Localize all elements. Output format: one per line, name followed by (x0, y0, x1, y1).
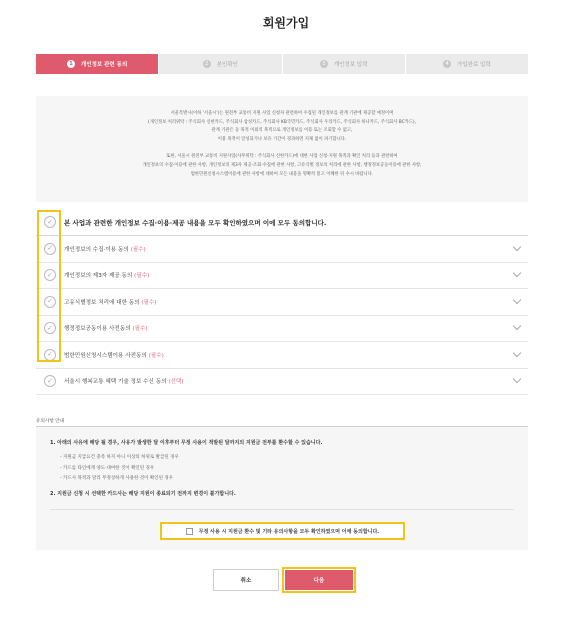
step-1 (36, 54, 159, 74)
check-circle-icon[interactable]: ✓ (44, 349, 56, 361)
agreement-item[interactable] (36, 316, 528, 343)
step-2 (159, 54, 282, 74)
page-title: 회원가입 (262, 16, 310, 30)
next-button-highlight (282, 567, 356, 593)
chevron-down-icon[interactable] (513, 349, 521, 357)
step-number: 3 (320, 60, 328, 68)
notice-item: 2. 지원금 신청 시 선택한 카드사는 해당 지원이 종료되기 전까지 변경이 불가합니다. (50, 490, 236, 497)
step-label: 본인확인 (216, 62, 238, 68)
agreement-item[interactable] (36, 369, 528, 396)
required-tag: (필수) (132, 326, 148, 333)
privacy-intro-box (36, 96, 528, 202)
step-3 (283, 54, 406, 74)
agreement-item[interactable] (36, 289, 528, 316)
agreement-item[interactable] (36, 342, 528, 369)
intro-line: 범한민원신청시스템이용에 관한 사항에 대하여 모든 내용을 명확히 읽고 이해한 뒤 수시 바랍니다. (190, 171, 374, 177)
intro-line: 관계 기관은 동 목적 이외의 목적으로 개인정보를 이용 또는 조회할 수 없고, (211, 128, 353, 134)
intro-line: 서울특별시(이하 '서울시')는 원전부 교통비 지원 사업 신청자 관련하여 수집된 개인정보를 관계 기관에 제공할 예정이며 (170, 111, 394, 116)
step-label: 개인정보 입력 (333, 62, 368, 68)
step-label: 가입완료 입력 (457, 62, 491, 68)
notice-title: 유의사항 안내 (36, 419, 65, 424)
check-circle-icon[interactable]: ✓ (44, 269, 56, 281)
signup-stepper (36, 54, 528, 74)
notice-item: 1. 아래의 사유에 해당 될 경우, 사유가 발생한 달 이후부터 무정 사용이 적발된 달까지의 지원금 전부를 환수할 수 있습니다. (50, 440, 323, 446)
chevron-down-icon[interactable] (513, 322, 521, 330)
agreement-label: 개인정보의 제3자 제공 동의 (64, 273, 133, 280)
agreement-item[interactable] (36, 263, 528, 290)
final-agree-label: 무정 사용 시 지원금 환수 및 기타 유의사항을 모두 확인하였으며 이에 동의합니다. (198, 528, 380, 535)
required-tag: (필수) (134, 273, 150, 280)
step-4 (406, 54, 528, 74)
check-circle-icon[interactable]: ✓ (44, 375, 56, 387)
chevron-down-icon[interactable] (513, 375, 521, 383)
step-number: 1 (67, 60, 75, 68)
agreement-label: 행정정보공동이용 사전동의 (64, 326, 131, 333)
step-label: 개인정보 관련 동의 (80, 62, 128, 68)
intro-line: (개인정보 처리위탁 : 주식회사 신한카드, 주식회사 삼성카드, 주식회사 KB국민카드, 주식회사 우리카드, 주식회사 하나카드, 주식회사 BC카드), (148, 119, 416, 125)
agreement-label: 개인정보의 수집·이용 동의 (64, 246, 129, 253)
check-circle-icon[interactable]: ✓ (44, 216, 56, 228)
check-circle-icon[interactable]: ✓ (44, 296, 56, 308)
agreement-label: 범한민원신청시스템이용 사전동의 (64, 352, 147, 359)
cancel-button[interactable]: 취소 (213, 569, 279, 591)
intro-line: 또한, 서울시 원전부 교통비 지원사업(사무위탁 : 주식회사 신한카드)에 대한 사업 신청·지원 목적과 확인 처리 등과 관련하여 (166, 154, 398, 160)
step-number: 2 (203, 60, 211, 68)
intro-line: 개인정보의 수집·이용에 관한 사항, 개인정보의 제3자 제공·조회·수집에 관한 사항, 고유식별 정보의 처리에 관한 사항, 행정정보공동이용에 관한 사항, (142, 162, 422, 168)
notice-sub-item: - 지원금 지급요건 충족 하지 아니 이상의 허위로 발급된 경우 (60, 455, 179, 460)
chevron-down-icon[interactable] (513, 296, 521, 304)
final-agree-checkbox[interactable] (160, 522, 405, 540)
notice-sub-item: - 카드사 목적과 달리 무정상하게 사용한 것이 확인된 경우 (60, 476, 174, 481)
agreement-label: 고유식별정보 처리에 대한 동의 (64, 299, 140, 306)
agreement-item[interactable] (36, 236, 528, 263)
agreement-label: 서울시 행복교통 혜택 기술 정보 수신 동의 (64, 379, 167, 386)
required-tag: (필수) (148, 352, 164, 359)
next-button[interactable]: 다음 (285, 570, 353, 590)
checkbox-icon[interactable] (186, 528, 193, 535)
chevron-down-icon[interactable] (513, 243, 521, 251)
step-number: 4 (443, 60, 451, 68)
notice-box (36, 426, 528, 550)
agreement-list (36, 209, 528, 395)
required-tag: (필수) (141, 299, 157, 306)
required-tag: (필수) (130, 246, 146, 253)
chevron-down-icon[interactable] (513, 269, 521, 277)
optional-tag: (선택) (168, 379, 184, 386)
check-circle-icon[interactable]: ✓ (44, 243, 56, 255)
agree-all-row[interactable] (36, 209, 528, 236)
intro-line: 이용 목적이 달성되거나 보유 기간이 경과하면 지체 없이 파기합니다. (217, 136, 347, 142)
check-circle-icon[interactable]: ✓ (44, 322, 56, 334)
agree-all-label: 본 사업과 관련한 개인정보 수집·이용·제공 내용을 모두 확인하였으며 이에 모두 동의합니다. (64, 218, 327, 227)
notice-sub-item: - 카드를 타인에게 양도·대여한 것이 확인된 경우 (60, 465, 155, 471)
